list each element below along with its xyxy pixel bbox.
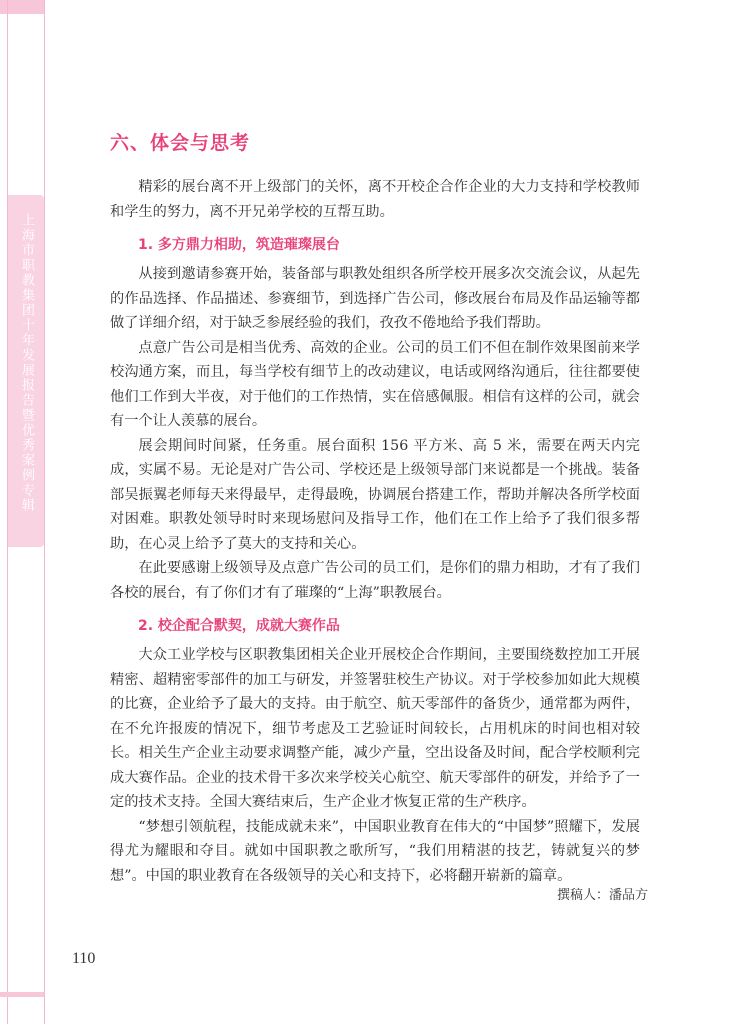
subsection-heading-1: 1. 多方鼎力相助，筑造璀璨展台 [138,237,340,253]
side-tab [8,195,44,547]
side-tab-label: 上海市职教集团十年发展报告暨优秀案例专辑 [19,213,34,513]
author-signature: 撰稿人：潘品方 [556,888,648,903]
paragraph: 从接到邀请参赛开始，装备部与职教处组织各所学校开展多次交流会议，从起先的作品选择、作品描述、参赛细节，到选择广告公司，修改展台布局及作品运输等都做了详细介绍，对于缺乏参展经验的我们，孜孜不倦地给予我们帮助。 [110,266,640,331]
paragraph: 展会期间时间紧，任务重。展台面积 156 平方米、高 5 米，需要在两天内完成，实属不易。无论是对广告公司、学校还是上级领导部门来说都是一个挑战。装备部吴振翼老师每天来得最早，走得最晚，协调展台搭建工作，帮助并解决各所学校面对困难。职教处领导时时来现场慰问及指导工作，他们在工作上给予了我们很多帮助，在心灵上给予了莫大的支持和关心。 [110,437,640,552]
paragraph: 点意广告公司是相当优秀、高效的企业。公司的员工们不但在制作效果图前来学校沟通方案，而且，每当学校有细节上的改动建议，电话或网络沟通后，往往都要使他们工作到大半夜，对于他们的工作热情，实在倍感佩服。相信有这样的公司，就会有一个让人羡慕的展台。 [110,339,640,429]
margin-rule-inner [44,0,45,1024]
page-number: 110 [72,950,96,967]
paragraph: “梦想引领航程，技能成就未来”，中国职业教育在伟大的“中国梦”照耀下，发展得尤为耀眼和夺目。就如中国职教之歌所写，“我们用精湛的技艺，铸就复兴的梦想”。中国的职业教育在各级领导的关心和支持下，必将翻开崭新的篇章。 [110,818,640,884]
section-title: 六、体会与思考 [110,132,251,154]
paragraph: 在此要感谢上级领导及点意广告公司的员工们，是你们的鼎力相助，才有了我们各校的展台，有了你们才有了璀璨的“上海”职教展台。 [110,560,640,601]
subsection-heading-2: 2. 校企配合默契，成就大赛作品 [138,618,340,634]
intro-paragraph: 精彩的展台离不开上级部门的关怀，离不开校企合作企业的大力支持和学校教师和学生的努力，离不开兄弟学校的互帮互助。 [110,179,640,220]
paragraph: 大众工业学校与区职教集团相关企业开展校企合作期间，主要围绕数控加工开展精密、超精密零部件的加工与研发，并签署驻校生产协议。对于学校参加如此大规模的比赛，企业给予了最大的支持。由于航空、航天零部件的备货少，通常都为两件，在不允许报废的情况下，细节考虑及工艺验证时间较长，占用机床的时间也相对较长。相关生产企业主动要求调整产能，减少产量，空出设备及时间，配合学校顺利完成大赛作品。企业的技术骨干多次来学校关心航空、航天零部件的研发，并给予了一定的技术支持。全国大赛结束后，生产企业才恢复正常的生产秩序。 [110,647,640,810]
footer-decor-bar [0,992,44,997]
article-body [110,128,640,888]
